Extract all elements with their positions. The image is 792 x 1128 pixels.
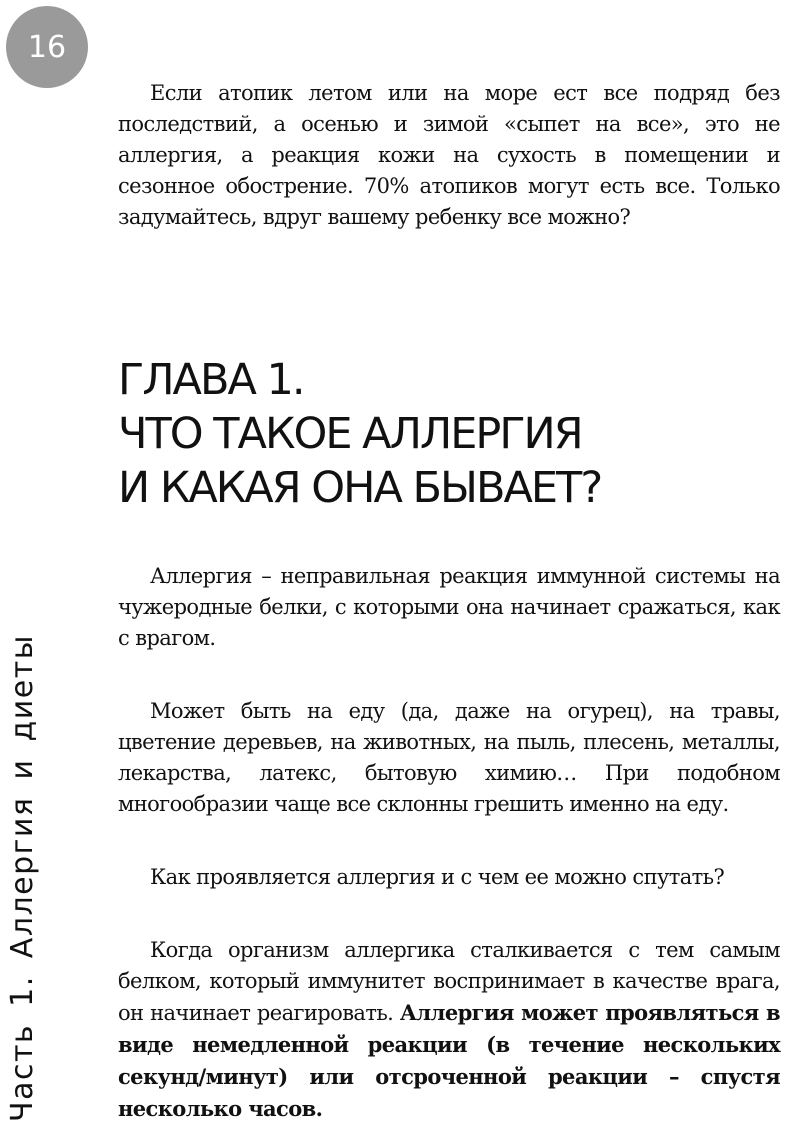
chapter-heading-line-2: ЧТО ТАКОЕ АЛЛЕРГИЯ bbox=[118, 409, 582, 459]
reaction-paragraph bbox=[118, 935, 780, 1125]
page-number: 16 bbox=[27, 29, 67, 65]
definition-paragraph: Аллергия – неправильная реакция иммунной системы на чужеродные белки, с которыми она начинает сражаться, как с врагом. bbox=[118, 564, 780, 650]
allergen-types-paragraph: Может быть на еду (да, даже на огурец), на травы, цветение деревьев, на животных, на пыль, плесень, металлы, лекарства, латекс, бытовую химию… При подобном многообразии чаще все склонны грешить именно на еду. bbox=[118, 699, 780, 816]
page-number-badge bbox=[6, 6, 88, 88]
chapter-heading-line-3: И КАКАЯ ОНА БЫВАЕТ? bbox=[118, 463, 602, 513]
reaction-paragraph-bold-text: Аллергия может проявляться в виде немедленной реакции (в течение нескольких секунд/минут) или отсроченной реакции – спустя несколько часов. bbox=[118, 1000, 780, 1121]
chapter-heading-line-1: ГЛАВА 1. bbox=[118, 355, 304, 405]
chapter-heading bbox=[118, 353, 780, 515]
page-content bbox=[118, 78, 780, 1125]
intro-paragraph: Если атопик летом или на море ест все подряд без последствий, а осенью и зимой «сыпет на все», это не аллергия, а реакция кожи на сухость в помещении и сезонное обострение. 70% атопиков могут есть все. Только задумайтесь, вдруг вашему ребенку все можно? bbox=[118, 81, 780, 229]
question-paragraph: Как проявляется аллергия и с чем ее можно спутать? bbox=[150, 865, 725, 889]
reaction-paragraph-text: Когда организм аллергика сталкивается с тем самым белком, который иммунитет воспринимает в качестве врага, он начинает реагировать. bbox=[118, 938, 780, 1025]
running-section-title: Часть 1. Аллергия и диеты bbox=[5, 634, 40, 1122]
